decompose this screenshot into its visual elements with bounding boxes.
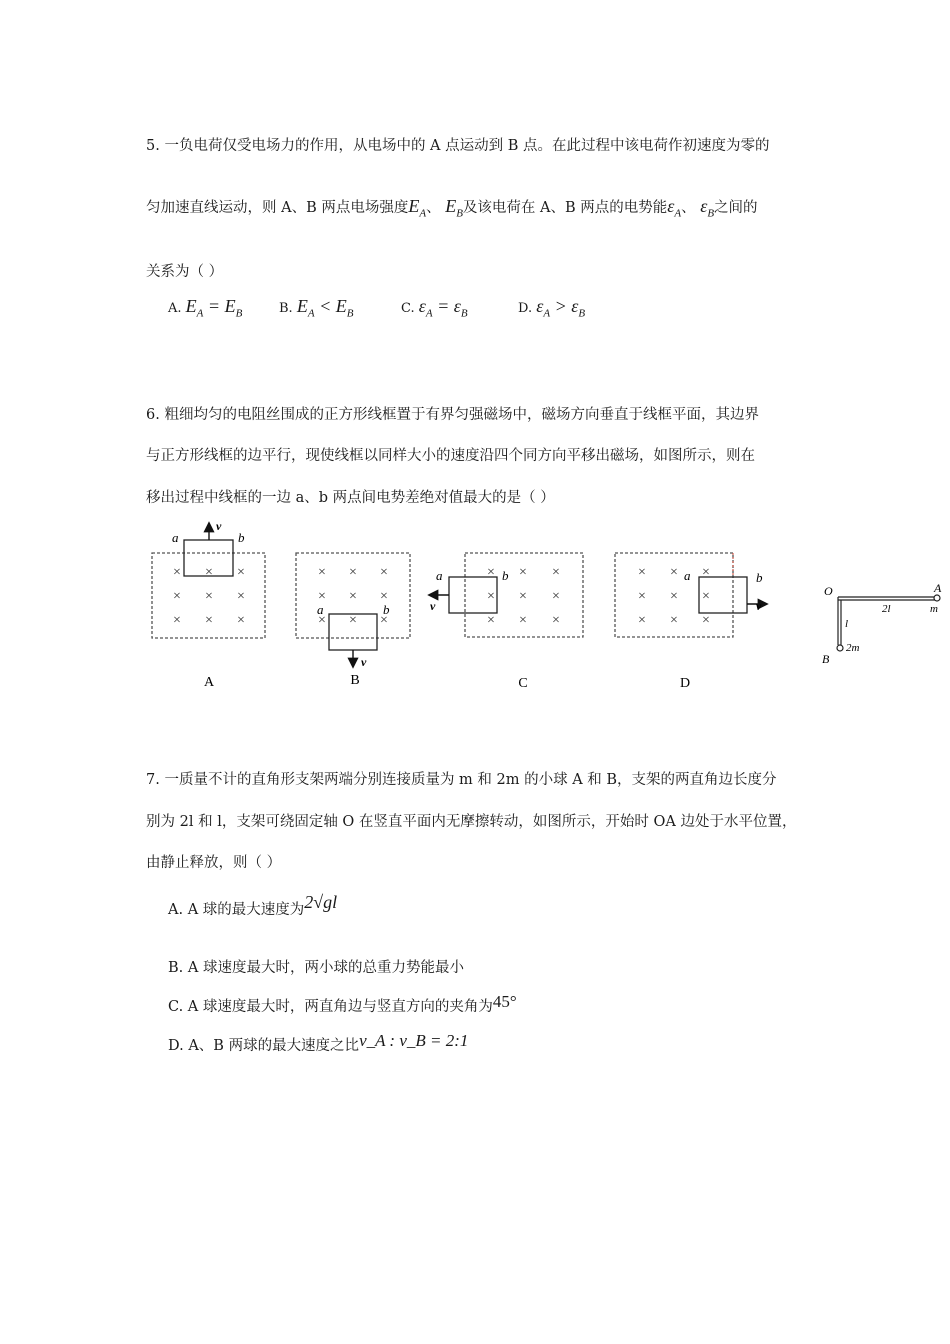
svg-text:×: ×: [519, 589, 527, 604]
svg-text:a: a: [436, 568, 443, 583]
svg-text:×: ×: [205, 613, 213, 628]
svg-text:×: ×: [318, 565, 326, 580]
svg-text:×: ×: [173, 589, 181, 604]
svg-text:b: b: [383, 602, 390, 617]
svg-text:×: ×: [519, 613, 527, 628]
svg-text:×: ×: [318, 613, 326, 628]
svg-text:×: ×: [702, 565, 710, 580]
q5-option-c[interactable]: C. $\varepsilon_A = \varepsilon_B$: [401, 296, 468, 320]
svg-text:v: v: [430, 599, 436, 613]
svg-text:v: v: [756, 599, 762, 613]
q7-line1: 7. 一质量不计的直角形支架两端分别连接质量为 m 和 2m 的小球 A 和 B，支架的两直角边长度分: [146, 772, 777, 788]
q7-label-l: l: [845, 618, 849, 630]
q5-sep-1: 、: [426, 200, 441, 216]
q7-option-d[interactable]: D. A、B 两球的最大速度之比v_A : v_B = 2:1: [168, 1031, 469, 1054]
q5-option-b[interactable]: B. $E_A < E_B$: [279, 296, 354, 320]
figure-d: [615, 553, 766, 637]
figure-c: [430, 553, 583, 637]
svg-text:×: ×: [552, 589, 560, 604]
q5-eps-B: $\varepsilon_B$: [700, 196, 715, 220]
svg-text:×: ×: [638, 565, 646, 580]
svg-text:×: ×: [205, 565, 213, 580]
svg-text:×: ×: [487, 589, 495, 604]
q7-label-m: m: [930, 603, 938, 615]
figure-a: [152, 519, 265, 638]
svg-text:a: a: [317, 602, 324, 617]
svg-text:×: ×: [638, 589, 646, 604]
q5-line1: 5. 一负电荷仅受电场力的作用，从电场中的 A 点运动到 B 点。在此过程中该电荷作初速度为零的: [146, 138, 770, 154]
q5-eps-A: $\varepsilon_A$: [667, 196, 682, 220]
q7-line3: 由静止释放，则（ ）: [146, 855, 282, 871]
q7-optC-expr: 45°: [492, 992, 517, 1011]
velocity-label: v: [216, 519, 222, 533]
q6-line3: 移出过程中线框的一边 a、b 两点间电势差绝对值最大的是（ ）: [146, 490, 555, 506]
svg-text:×: ×: [173, 613, 181, 628]
svg-text:×: ×: [237, 565, 245, 580]
svg-text:×: ×: [487, 565, 495, 580]
q5-line3: 关系为（ ）: [146, 264, 224, 280]
svg-text:×: ×: [638, 613, 646, 628]
svg-text:×: ×: [349, 613, 357, 628]
svg-text:×: ×: [318, 589, 326, 604]
q5-E-B: $E_B$: [445, 196, 463, 220]
svg-text:×: ×: [670, 589, 678, 604]
point-a-label: a: [172, 530, 179, 545]
point-b-label: b: [238, 530, 245, 545]
svg-text:×: ×: [173, 565, 181, 580]
q5-line2-text-b: 及该电荷在 A、B 两点的电势能: [462, 200, 668, 216]
svg-text:×: ×: [702, 613, 710, 628]
q7-label-2m: 2m: [846, 642, 860, 654]
svg-text:×: ×: [670, 565, 678, 580]
svg-text:b: b: [756, 570, 763, 585]
q7-label-A: A: [934, 581, 942, 595]
q5-line2-text-c: 之间的: [714, 200, 758, 216]
svg-text:×: ×: [487, 613, 495, 628]
svg-text:×: ×: [552, 613, 560, 628]
q7-option-c[interactable]: C. A 球速度最大时，两直角边与竖直方向的夹角为45°: [168, 992, 517, 1015]
svg-text:×: ×: [702, 589, 710, 604]
q5-sep-2: 、: [681, 200, 696, 216]
svg-text:×: ×: [349, 589, 357, 604]
q7-optD-expr: v_A : v_B = 2:1: [359, 1031, 469, 1050]
svg-text:×: ×: [552, 565, 560, 580]
figure-label-a: A: [203, 675, 215, 690]
svg-text:a: a: [684, 568, 691, 583]
q7-optA-expr: 2√gl: [304, 892, 338, 912]
q7-bracket-diagram: [822, 581, 942, 666]
figure-b: [296, 553, 410, 669]
q5-option-d[interactable]: D. $\varepsilon_A > \varepsilon_B$: [518, 296, 586, 320]
q7-option-b[interactable]: B. A 球速度最大时，两小球的总重力势能最小: [168, 960, 464, 976]
svg-text:×: ×: [237, 613, 245, 628]
figure-label-c: C: [518, 676, 528, 691]
svg-text:×: ×: [670, 613, 678, 628]
svg-text:×: ×: [519, 565, 527, 580]
q7-option-a[interactable]: A. A 球的最大速度为2√gl: [168, 892, 338, 918]
q6-line2: 与正方形线框的边平行，现使线框以同样大小的速度沿四个同方向平移出磁场，如图所示，则在: [146, 448, 755, 464]
figure-label-b: B: [350, 673, 360, 688]
q7-line2: 别为 2l 和 l，支架可绕固定轴 O 在竖直平面内无摩擦转动，如图所示，开始时 OA 边处于水平位置，: [146, 814, 797, 830]
figure-label-d: D: [679, 676, 691, 691]
svg-text:×: ×: [380, 589, 388, 604]
q7-label-B: B: [822, 652, 830, 666]
q7-label-2l: 2l: [882, 603, 891, 615]
svg-text:×: ×: [205, 589, 213, 604]
q6-line1: 6. 粗细均匀的电阻丝围成的正方形线框置于有界匀强磁场中，磁场方向垂直于线框平面，其边界: [146, 407, 759, 423]
svg-text:b: b: [502, 568, 509, 583]
svg-text:×: ×: [349, 565, 357, 580]
q5-option-a[interactable]: A. $E_A = E_B$: [168, 296, 243, 320]
svg-text:×: ×: [380, 565, 388, 580]
svg-text:×: ×: [237, 589, 245, 604]
q5-E-A: $E_A$: [408, 196, 427, 220]
q5-line2-text-a: 匀加速直线运动，则 A、B 两点电场强度: [146, 200, 409, 216]
svg-text:×: ×: [380, 613, 388, 628]
svg-text:v: v: [361, 655, 367, 669]
q7-label-O: O: [824, 584, 833, 598]
